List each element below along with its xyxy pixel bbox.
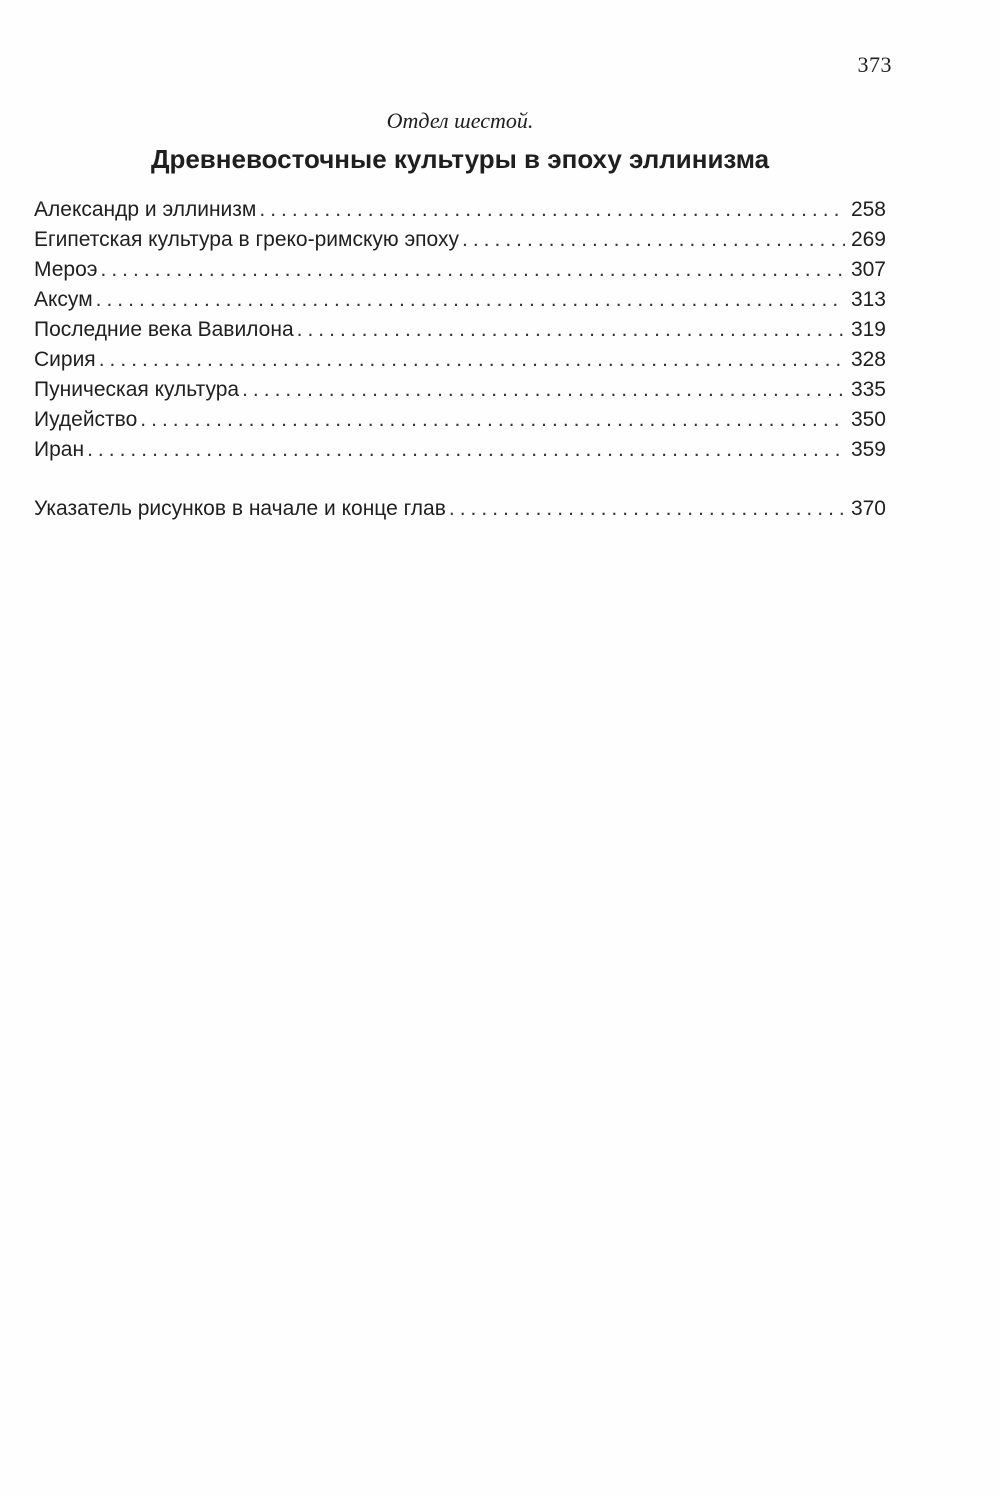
toc-dot-leader	[96, 285, 845, 315]
toc-entry-page: 359	[850, 438, 886, 461]
toc-entry-judaism	[34, 405, 886, 435]
toc-entry-alexander	[34, 195, 886, 225]
appendix-entries	[34, 494, 886, 524]
section-label: Отдел шестой.	[386, 108, 534, 133]
toc-entry-title: Аксум	[34, 288, 93, 311]
toc-entry-title: Сирия	[34, 348, 96, 371]
toc-dot-leader	[87, 435, 845, 465]
toc-entry-syria	[34, 345, 886, 375]
toc-entry-page: 350	[850, 408, 886, 431]
toc-entry-egypt	[34, 225, 886, 255]
page-number: 373	[857, 52, 892, 77]
toc-entry-page: 313	[850, 288, 886, 311]
toc-dot-leader	[100, 255, 845, 285]
toc-entry-title: Пуническая культура	[34, 378, 240, 401]
toc-entry-page: 307	[850, 258, 886, 281]
toc-entry-title: Иран	[34, 438, 85, 461]
toc-entry-iran	[34, 435, 886, 465]
toc-entry-page: 269	[850, 228, 886, 251]
toc-dot-leader	[449, 494, 845, 524]
toc-entry-title: Последние века Вавилона	[34, 318, 294, 341]
toc-entry-title: Иудейство	[34, 408, 138, 431]
toc-entry-aksum	[34, 285, 886, 315]
toc-dot-leader	[462, 225, 845, 255]
toc-entry-title: Указатель рисунков в начале и конце глав	[34, 497, 446, 520]
toc-entry-punic	[34, 375, 886, 405]
toc-dot-leader	[99, 345, 845, 375]
toc-entry-title: Александр и эллинизм	[34, 198, 257, 221]
toc-dot-leader	[259, 195, 845, 225]
toc-entry-page: 258	[850, 198, 886, 221]
table-of-contents	[34, 195, 886, 465]
toc-entry-title: Мероэ	[34, 258, 98, 281]
toc-entry-page: 319	[850, 318, 886, 341]
toc-entry-illustrations-index	[34, 494, 886, 524]
toc-entry-babylon	[34, 315, 886, 345]
toc-entry-title: Египетская культура в греко-римскую эпоху	[34, 228, 459, 251]
toc-entry-meroe	[34, 255, 886, 285]
toc-dot-leader	[242, 375, 845, 405]
toc-dot-leader	[140, 405, 845, 435]
toc-entry-page: 335	[850, 378, 886, 401]
toc-entry-page: 370	[850, 497, 886, 520]
toc-dot-leader	[297, 315, 845, 345]
section-title: Древневосточные культуры в эпоху эллинизма	[150, 144, 770, 174]
toc-entry-page: 328	[850, 348, 886, 371]
